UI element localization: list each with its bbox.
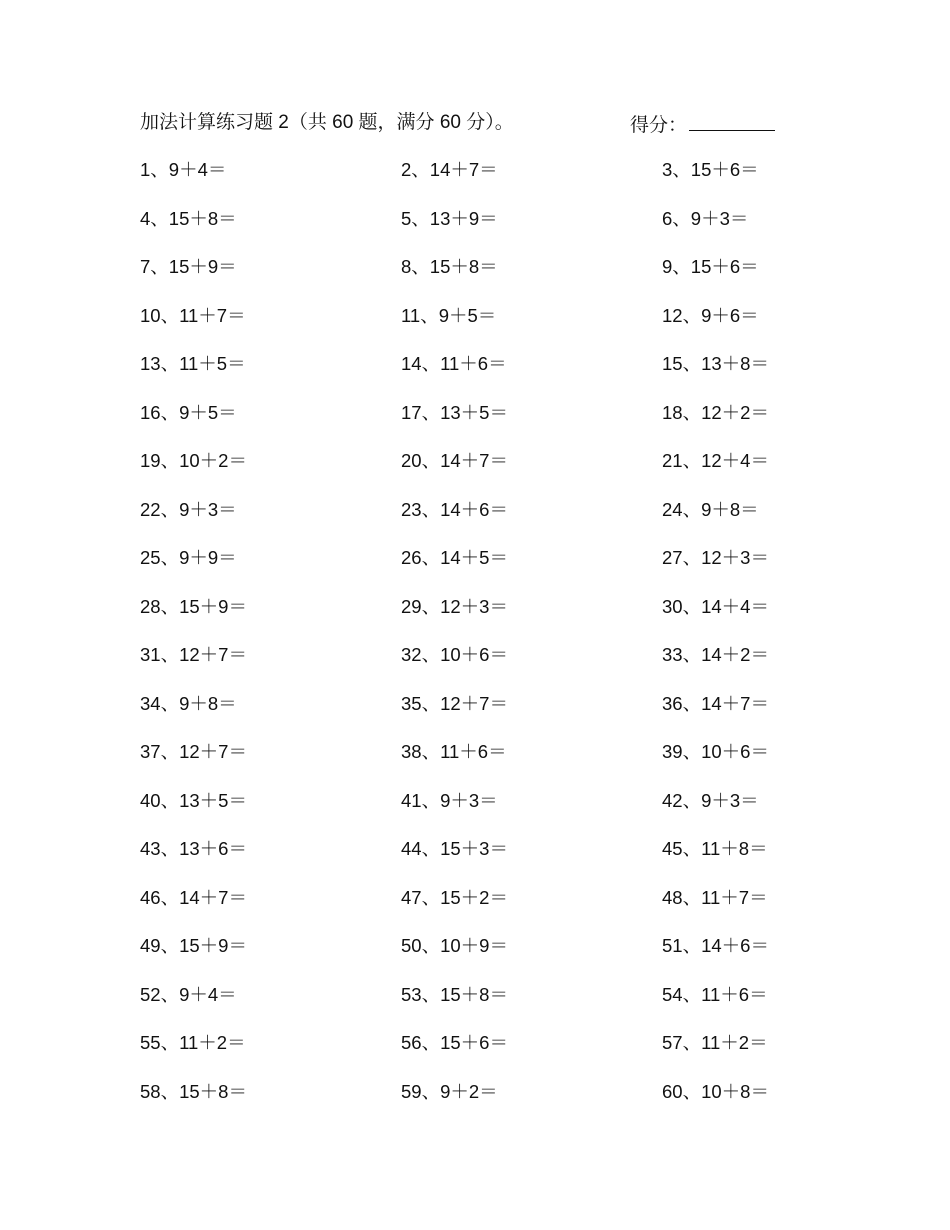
problem-item: 57、11＋2＝ (662, 1032, 768, 1053)
problem-item: 26、14＋5＝ (401, 547, 508, 568)
problem-item: 15、13＋8＝ (662, 353, 769, 374)
problem-item: 29、12＋3＝ (401, 595, 508, 617)
problem-item: 35、12＋7＝ (401, 692, 508, 714)
problem-item: 22、9＋3＝ (140, 498, 237, 520)
problem-item: 41、9＋3＝ (401, 789, 498, 811)
problem-item: 39、10＋6＝ (662, 741, 769, 762)
problem-item: 48、11＋7＝ (662, 886, 768, 908)
problem-item: 12、9＋6＝ (662, 304, 759, 326)
problem-item: 9、15＋6＝ (662, 256, 759, 277)
problem-item: 59、9＋2＝ (401, 1080, 498, 1102)
problem-item: 30、14＋4＝ (662, 595, 769, 617)
problem-item: 21、12＋4＝ (662, 450, 769, 471)
problem-item: 38、11＋6＝ (401, 741, 507, 762)
problem-item: 47、15＋2＝ (401, 886, 508, 908)
problem-item: 8、15＋8＝ (401, 256, 498, 277)
problem-item: 18、12＋2＝ (662, 401, 769, 423)
problem-item: 36、14＋7＝ (662, 692, 769, 714)
score-label: 得分： (630, 115, 688, 136)
problem-item: 52、9＋4＝ (140, 983, 237, 1005)
problem-item: 24、9＋8＝ (662, 498, 759, 520)
problem-item: 51、14＋6＝ (662, 935, 769, 956)
problem-item: 43、13＋6＝ (140, 838, 247, 859)
problem-item: 45、11＋8＝ (662, 838, 768, 859)
problem-item: 58、15＋8＝ (140, 1080, 247, 1102)
problem-item: 50、10＋9＝ (401, 935, 508, 956)
problem-item: 49、15＋9＝ (140, 935, 247, 956)
problem-item: 32、10＋6＝ (401, 644, 508, 665)
problem-item: 7、15＋9＝ (140, 256, 237, 277)
worksheet-header (140, 108, 800, 138)
problem-item: 16、9＋5＝ (140, 401, 237, 423)
score-blank[interactable] (689, 108, 775, 131)
problem-item: 17、13＋5＝ (401, 401, 508, 423)
problem-item: 11、9＋5＝ (401, 304, 497, 326)
problem-item: 44、15＋3＝ (401, 838, 508, 859)
problem-item: 55、11＋2＝ (140, 1032, 246, 1053)
problem-item: 10、11＋7＝ (140, 304, 246, 326)
problem-item: 34、9＋8＝ (140, 692, 237, 714)
problem-item: 19、10＋2＝ (140, 450, 247, 471)
problem-item: 40、13＋5＝ (140, 789, 247, 811)
problem-item: 3、15＋6＝ (662, 159, 759, 180)
problem-grid (140, 150, 800, 1120)
problem-item: 2、14＋7＝ (401, 159, 498, 180)
problem-item: 25、9＋9＝ (140, 547, 237, 568)
problem-item: 27、12＋3＝ (662, 547, 769, 568)
score-field (630, 108, 775, 141)
problem-item: 28、15＋9＝ (140, 595, 247, 617)
problem-item: 31、12＋7＝ (140, 644, 247, 665)
problem-item: 56、15＋6＝ (401, 1032, 508, 1053)
problem-item: 33、14＋2＝ (662, 644, 769, 665)
problem-item: 37、12＋7＝ (140, 741, 247, 762)
problem-item: 46、14＋7＝ (140, 886, 247, 908)
problem-item: 54、11＋6＝ (662, 983, 768, 1005)
worksheet-title: 加法计算练习题 2（共 60 题，满分 60 分）。 (140, 112, 514, 133)
problem-item: 60、10＋8＝ (662, 1080, 769, 1102)
problem-item: 6、9＋3＝ (662, 207, 749, 229)
problem-item: 42、9＋3＝ (662, 789, 759, 811)
problem-item: 13、11＋5＝ (140, 353, 246, 374)
problem-item: 14、11＋6＝ (401, 353, 507, 374)
problem-item: 53、15＋8＝ (401, 983, 508, 1005)
problem-item: 5、13＋9＝ (401, 207, 498, 229)
problem-item: 23、14＋6＝ (401, 498, 508, 520)
problem-item: 4、15＋8＝ (140, 207, 237, 229)
problem-item: 1、9＋4＝ (140, 159, 227, 180)
problem-item: 20、14＋7＝ (401, 450, 508, 471)
